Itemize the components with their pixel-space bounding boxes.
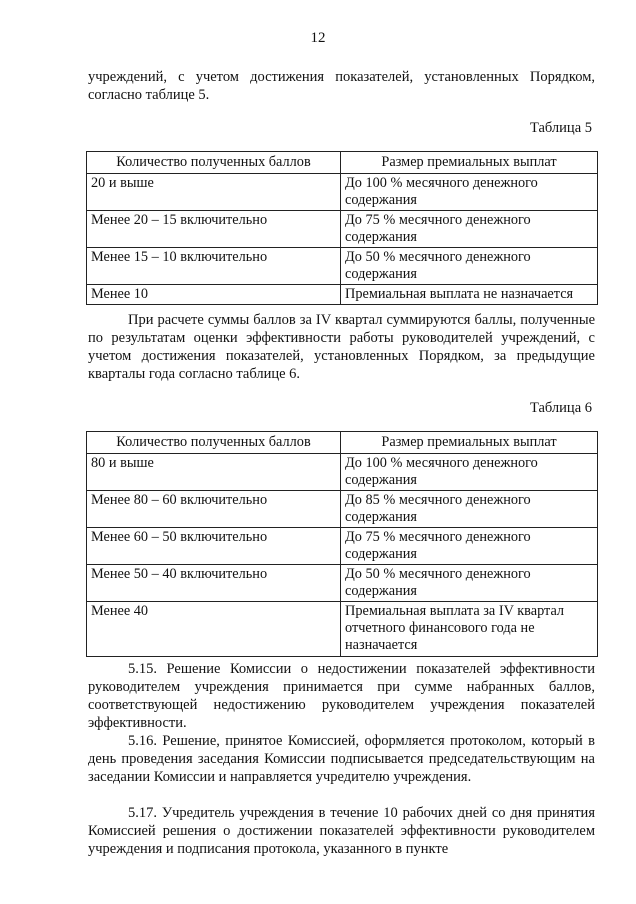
points-cell: Менее 10 [87,285,341,305]
column-header-points: Количество полученных баллов [87,152,341,174]
clause-5-16: 5.16. Решение, принятое Комиссией, оформляется протоколом, который в день проведения заседания Комиссии подписывается председательствующим на заседании Комиссии и направляется учредителю учреждения. [88,733,595,785]
column-header-bonus: Размер премиальных выплат [341,152,598,174]
table-row [87,602,598,657]
points-cell: Менее 50 – 40 включительно [87,565,341,602]
table-5 [86,151,598,305]
clause-5-17: 5.17. Учредитель учреждения в течение 10 рабочих дней со дня принятия Комиссией решения о достижении показателей эффективности руководителем учреждения и подписания протокола, указанного в пункте [88,805,595,857]
page-number: 12 [310,30,326,46]
bonus-cell: До 50 % месячного денежного содержания [341,565,598,602]
points-cell: Менее 40 [87,602,341,657]
table-header-row [87,432,598,454]
bonus-cell: До 50 % месячного денежного содержания [341,248,598,285]
table-row [87,528,598,565]
table-row [87,174,598,211]
table-row [87,248,598,285]
bonus-cell: До 75 % месячного денежного содержания [341,528,598,565]
table-row [87,285,598,305]
bonus-cell: Премиальная выплата не назначается [341,285,598,305]
column-header-bonus: Размер премиальных выплат [341,432,598,454]
column-header-points: Количество полученных баллов [87,432,341,454]
table-5-caption: Таблица 5 [529,120,592,136]
table-row [87,491,598,528]
table-row [87,454,598,491]
table-6 [86,431,598,657]
bonus-cell: До 100 % месячного денежного содержания [341,174,598,211]
bonus-cell: До 100 % месячного денежного содержания [341,454,598,491]
intro-paragraph: учреждений, с учетом достижения показателей, установленных Порядком, согласно таблице 5. [88,69,595,103]
bonus-cell: До 85 % месячного денежного содержания [341,491,598,528]
points-cell: 80 и выше [87,454,341,491]
points-cell: Менее 15 – 10 включительно [87,248,341,285]
clause-5-15: 5.15. Решение Комиссии о недостижении показателей эффективности руководителем учреждения принимается при сумме набранных баллов, соответствующей недостижению руководителем учреждения показателей эффективности. [88,661,595,731]
table-row [87,211,598,248]
points-cell: 20 и выше [87,174,341,211]
table-6-caption: Таблица 6 [529,400,592,416]
points-cell: Менее 20 – 15 включительно [87,211,341,248]
bonus-cell: До 75 % месячного денежного содержания [341,211,598,248]
iv-quarter-paragraph: При расчете суммы баллов за IV квартал суммируются баллы, полученные по результатам оценки эффективности работы руководителей учреждений, с учетом достижения показателей, установленных Порядком, за предыдущие кварталы года согласно таблице 6. [88,312,595,382]
table-row [87,565,598,602]
points-cell: Менее 80 – 60 включительно [87,491,341,528]
points-cell: Менее 60 – 50 включительно [87,528,341,565]
bonus-cell: Премиальная выплата за IV квартал отчетного финансового года не назначается [341,602,598,657]
table-header-row [87,152,598,174]
